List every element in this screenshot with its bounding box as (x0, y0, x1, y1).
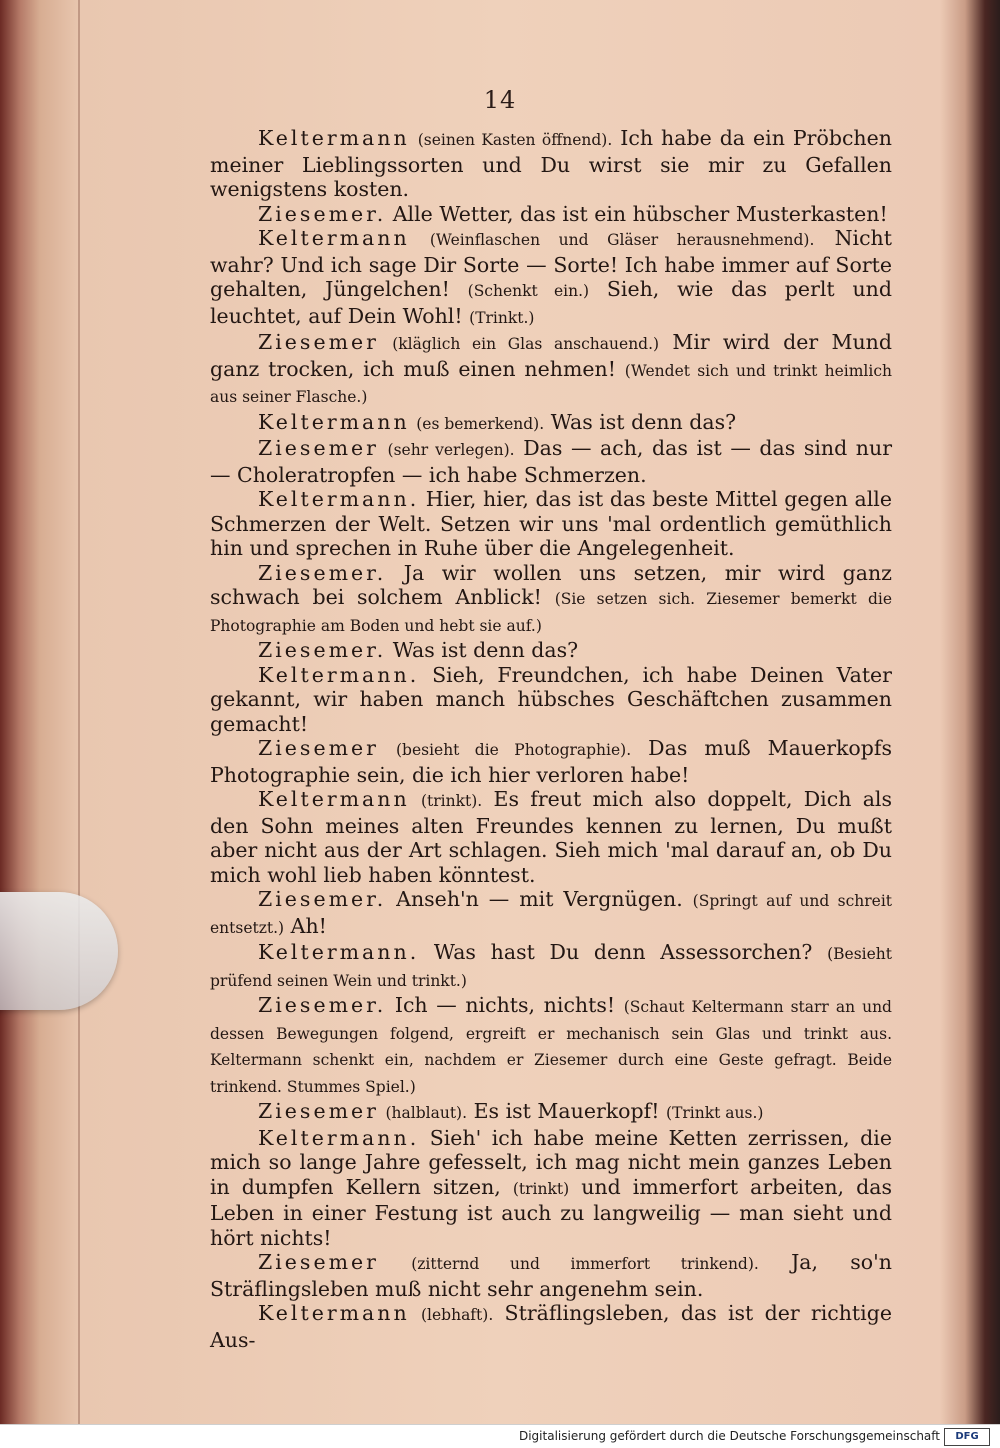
dialogue-text: Was hast Du denn Assessorchen? (433, 940, 813, 964)
dialogue-paragraph (210, 1301, 892, 1352)
dialogue-text: Es ist Mauerkopf! (473, 1099, 660, 1123)
dialogue-paragraph (210, 1099, 892, 1126)
dialogue-text: Das muß Mauerkopfs Photographie sein, die ich hier verloren habe! (210, 736, 892, 787)
stage-direction: (halblaut). (385, 1104, 468, 1122)
speaker-name: Keltermann (258, 787, 410, 811)
stage-direction: (Besieht prüfend seinen Wein und trinkt.) (210, 945, 892, 990)
dialogue-text: Das — ach, das ist — das sind nur — Choleratropfen — ich habe Schmerzen. (210, 436, 892, 487)
footer-bar (0, 1424, 1000, 1448)
dialogue-paragraph (210, 226, 892, 330)
dialogue-paragraph (210, 736, 892, 787)
stage-direction: (kläglich ein Glas anschauend.) (392, 335, 660, 353)
speaker-name: Keltermann. (258, 662, 420, 687)
dialogue-text: Sieh, Freundchen, ich habe Deinen Vater gekannt, wir haben manch hübsches Geschäftchen zusammen gemacht! (210, 662, 892, 736)
stage-direction: (besieht die Photographie). (395, 741, 632, 759)
speaker-name: Ziesemer (258, 1250, 379, 1274)
page-number: 14 (483, 86, 517, 114)
speaker-name: Ziesemer. (258, 638, 387, 662)
dialogue-paragraph (210, 1126, 892, 1251)
stage-direction: (lebhaft). (420, 1306, 494, 1324)
dialogue-text: Sieh, wie das perlt und leuchtet, auf Dein Wohl! (210, 277, 892, 328)
speaker-name: Keltermann (258, 409, 410, 434)
dialogue-text: Hier, hier, das ist das beste Mittel gegen alle Schmerzen der Welt. Setzen wir uns 'mal ordentlich gemüthlich hin und sprechen in Ruhe über die Angelegenheit. (210, 487, 892, 560)
speaker-name: Ziesemer. (258, 560, 387, 585)
dfg-logo-icon: DFG (944, 1428, 990, 1446)
stage-direction: (Springt auf und schreit entsetzt.) (210, 892, 892, 937)
speaker-name: Keltermann (258, 1301, 410, 1325)
stage-direction: (Sie setzen sich. Ziesemer bemerkt die Photographie am Boden und hebt sie auf.) (210, 590, 892, 635)
page-clip (0, 892, 118, 1010)
dialogue-paragraph (210, 663, 892, 737)
dialogue-text: Ah! (290, 913, 327, 938)
dialogue-text: und immerfort arbeiten, das Leben in einer Festung ist auch zu langweilig — man sieht und hört nichts! (210, 1174, 892, 1250)
body-text (210, 126, 892, 1352)
stage-direction: (zitternd und immerfort trinkend). (411, 1255, 759, 1273)
dialogue-paragraph (210, 787, 892, 887)
dialogue-paragraph (210, 126, 892, 202)
speaker-name: Ziesemer. (258, 887, 387, 911)
speaker-name: Keltermann (258, 126, 410, 150)
dialogue-text: Alle Wetter, das ist ein hübscher Musterkasten! (392, 201, 888, 226)
dialogue-paragraph (210, 330, 892, 410)
dialogue-text: Nicht wahr? Und ich sage Dir Sorte — Sorte! Ich habe immer auf Sorte gehalten, Jüngelchen! (210, 226, 892, 301)
stage-direction: (Wendet sich und trinkt heimlich aus seiner Flasche.) (210, 361, 892, 406)
stage-direction: (Trinkt.) (469, 308, 535, 327)
dialogue-paragraph (210, 940, 892, 993)
stage-direction: (es bemerkend). (416, 414, 545, 433)
dialogue-text: Mir wird der Mund ganz trocken, ich muß einen nehmen! (210, 330, 892, 381)
speaker-name: Keltermann. (258, 940, 420, 964)
speaker-name: Ziesemer (258, 736, 379, 760)
dialogue-text: Was ist denn das? (550, 409, 737, 434)
dialogue-text: Was ist denn das? (392, 638, 579, 662)
dialogue-text: Ja wir wollen uns setzen, mir wird ganz schwach bei solchem Anblick! (210, 560, 892, 609)
footer-credit: Digitalisierung gefördert durch die Deutsche Forschungsgemeinschaft (518, 1429, 940, 1443)
dialogue-text: Sieh' ich habe meine Ketten zerrissen, die mich so lange Jahre gefesselt, ich mag nicht mein ganzes Leben in dumpfen Kellern sitzen, (210, 1125, 892, 1199)
stage-direction: (trinkt). (420, 792, 483, 810)
dialogue-paragraph (210, 561, 892, 639)
dialogue-paragraph (210, 202, 892, 227)
dialogue-paragraph (210, 487, 892, 561)
dialogue-paragraph (210, 638, 892, 663)
speaker-name: Ziesemer (258, 1099, 379, 1123)
dialogue-paragraph (210, 1250, 892, 1301)
stage-direction: (trinkt) (512, 1179, 570, 1198)
dialogue-text: Sträflingsleben, das ist der richtige Aus- (210, 1301, 892, 1352)
stage-direction: (Trinkt aus.) (666, 1104, 764, 1122)
speaker-name: Ziesemer (258, 436, 379, 460)
dialogue-paragraph (210, 410, 892, 437)
stage-direction: (Weinflaschen und Gläser herausnehmend). (429, 231, 815, 249)
speaker-name: Keltermann (258, 226, 410, 250)
speaker-name: Ziesemer. (258, 201, 387, 226)
speaker-name: Keltermann. (258, 1125, 420, 1150)
dialogue-text: Ja, so'n Sträflingsleben muß nicht sehr angenehm sein. (210, 1250, 892, 1301)
dialogue-paragraph (210, 887, 892, 940)
dialogue-text: Ich — nichts, nichts! (394, 993, 616, 1017)
speaker-name: Keltermann. (258, 487, 420, 511)
speaker-name: Ziesemer. (258, 993, 387, 1017)
dialogue-text: Es freut mich also doppelt, Dich als den Sohn meines alten Freundes kennen zu lernen, Du mußt aber nicht aus der Art schlagen. Sieh mich 'mal darauf an, ob Du mich wohl lieb haben könntest. (210, 787, 892, 887)
stage-direction: (sehr verlegen). (387, 441, 515, 459)
dialogue-paragraph (210, 993, 892, 1099)
stage-direction: (Schaut Keltermann starr an und dessen Bewegungen folgend, ergreift er mechanisch sein Glas und trinkt aus. Keltermann schenkt ein, nachdem er Ziesemer durch eine Geste gefragt. Beide trinkend. Stummes Spiel.) (210, 998, 892, 1096)
speaker-name: Ziesemer (258, 330, 379, 354)
stage-direction: (seinen Kasten öffnend). (417, 131, 613, 149)
page-edge (78, 0, 80, 1424)
dialogue-text: Anseh'n — mit Vergnügen. (396, 887, 683, 911)
dialogue-text: Ich habe da ein Pröbchen meiner Lieblingssorten und Du wirst sie mir zu Gefallen wenigstens kosten. (210, 126, 892, 201)
dialogue-paragraph (210, 436, 892, 487)
stage-direction: (Schenkt ein.) (467, 282, 590, 300)
